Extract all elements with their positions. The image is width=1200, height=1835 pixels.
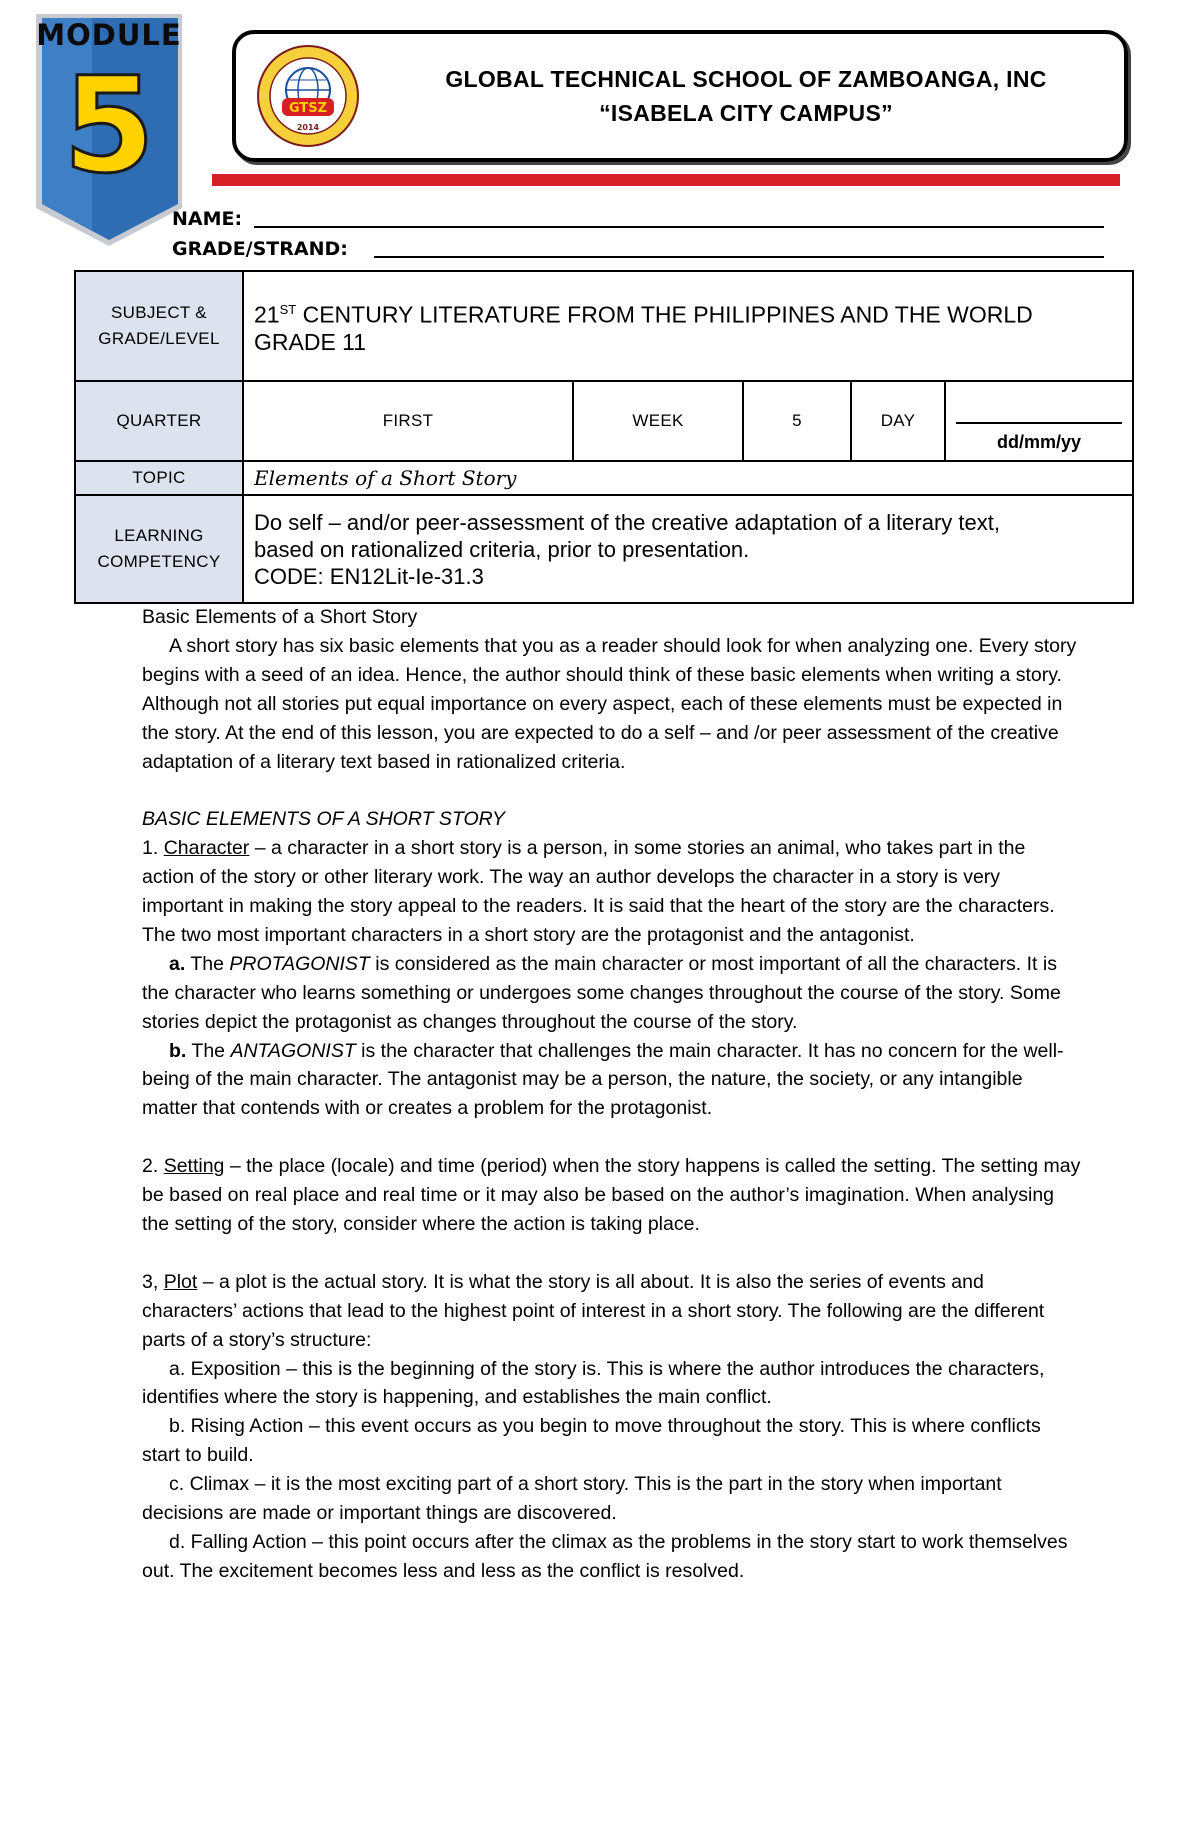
module-number: 5 xyxy=(63,49,155,203)
svg-text:GTSZ: GTSZ xyxy=(288,101,328,116)
plot-paragraph: 3, Plot – a plot is the actual story. It is what the story is all about. It is also the series of events and characters’ actions that lead to the highest point of interest in a short story. The following are the different parts of a story’s structure: xyxy=(142,1270,1045,1351)
intro-paragraph: A short story has six basic elements that you as a reader should look for when analyzing one. Every story begins with a seed of an idea. Hence, the author should think of these basic elements when writing a story. Although not all stories put equal importance on every aspect, each of these elements must be expected in the story. At the end of this lesson, you are expected to do a self – and /or peer assessment of the creative adaptation of a literary text based in rationalized criteria. xyxy=(142,634,1077,773)
subject-row xyxy=(75,271,1133,381)
protagonist-paragraph: a. The PROTAGONIST is considered as the main character or most important of all the characters. It is the character who learns something or undergoes some changes throughout the course of the story. Some stories depict the protagonist as changes throughout the course of the story. xyxy=(142,952,1061,1033)
character-term: Character xyxy=(163,837,250,860)
grade-strand-field[interactable] xyxy=(172,238,348,260)
day-value-cell[interactable] xyxy=(945,381,1133,461)
name-blank-line xyxy=(254,226,1104,228)
header-divider xyxy=(212,174,1120,186)
lesson-info-table xyxy=(74,270,1134,604)
character-paragraph: 1. Character – a character in a short story is a person, in some stories an animal, who takes part in the action of the story or other literary work. The way an author develops the character in a story is very important in making the story appeal to the readers. It is said that the heart of the story are the characters. The two most important characters in a short story are the protagonist and the antagonist. xyxy=(142,837,1055,946)
module-badge xyxy=(32,10,186,250)
setting-term: Setting xyxy=(163,1155,225,1178)
grade-blank-line xyxy=(374,256,1104,258)
falling-action-paragraph: d. Falling Action – this point occurs after the climax as the problems in the story start to work themselves out. The excitement becomes less and less as the conflict is resolved. xyxy=(142,1530,1068,1582)
school-name: GLOBAL TECHNICAL SCHOOL OF ZAMBOANGA, INC xyxy=(445,66,1047,92)
climax-paragraph: c. Climax – it is the most exciting part of a short story. This is the part in the story when important decisions are made or important things are discovered. xyxy=(142,1473,1002,1525)
topic-value: Elements of a Short Story xyxy=(243,461,1133,495)
rising-action-term: b. Rising Action xyxy=(169,1415,304,1438)
name-label: NAME: xyxy=(172,208,243,230)
antagonist-term: ANTAGONIST xyxy=(230,1039,356,1062)
day-format: dd/mm/yy xyxy=(996,432,1082,452)
competency-label: LEARNING COMPETENCY xyxy=(75,495,243,603)
grade-strand-label: GRADE/STRAND: xyxy=(172,238,348,260)
setting-paragraph: 2. Setting – the place (locale) and time (period) when the story happens is called the setting. The setting may be based on real place and real time or it may also be based on the author’s imagination. When analysing the setting of the story, consider where the action is taking place. xyxy=(142,1155,1081,1235)
week-value: 5 xyxy=(743,381,851,461)
quarter-label: QUARTER xyxy=(75,381,243,461)
competency-value: Do self – and/or peer-assessment of the creative adaptation of a literary text, based on rationalized criteria, prior to presentation. CODE: EN12Lit-Ie-31.3 xyxy=(243,495,1133,603)
school-header xyxy=(232,30,1128,162)
svg-text:2014: 2014 xyxy=(296,123,320,132)
school-campus: “ISABELA CITY CAMPUS” xyxy=(599,100,893,126)
day-label: DAY xyxy=(851,381,945,461)
rising-action-paragraph: b. Rising Action – this event occurs as you begin to move throughout the story. This is where conflicts start to build. xyxy=(142,1415,1041,1467)
plot-term: Plot xyxy=(163,1270,198,1293)
name-field[interactable] xyxy=(172,208,242,230)
topic-label: TOPIC xyxy=(75,461,243,495)
topic-row xyxy=(75,461,1133,495)
protagonist-term: PROTAGONIST xyxy=(229,952,370,975)
lesson-content xyxy=(142,603,1082,1586)
subject-value: 21ST CENTURY LITERATURE FROM THE PHILIPPINES AND THE WORLD GRADE 11 xyxy=(243,271,1133,381)
section-title: BASIC ELEMENTS OF A SHORT STORY xyxy=(142,808,505,831)
antagonist-paragraph: b. The ANTAGONIST is the character that challenges the main character. It has no concern for the well-being of the main character. The antagonist may be a person, the nature, the society, or any intangible matter that contends with or creates a problem for the protagonist. xyxy=(142,1039,1064,1120)
competency-row xyxy=(75,495,1133,603)
falling-action-term: d. Falling Action xyxy=(169,1530,307,1553)
exposition-term: a. Exposition – xyxy=(169,1357,297,1380)
school-logo xyxy=(256,44,360,148)
module-label: MODULE xyxy=(36,18,182,52)
subject-label: SUBJECT & GRADE/LEVEL xyxy=(75,271,243,381)
school-seal-icon xyxy=(256,44,360,148)
quarter-value: FIRST xyxy=(243,381,573,461)
exposition-paragraph: a. Exposition – this is the beginning of the story is. This is where the author introduces the characters, identifies where the story is happening, and establishes the main conflict. xyxy=(142,1357,1045,1409)
day-blank[interactable] xyxy=(956,382,1122,424)
week-label: WEEK xyxy=(573,381,743,461)
quarter-row xyxy=(75,381,1133,461)
climax-term: c. Climax xyxy=(169,1473,250,1496)
intro-title: Basic Elements of a Short Story xyxy=(142,606,418,628)
